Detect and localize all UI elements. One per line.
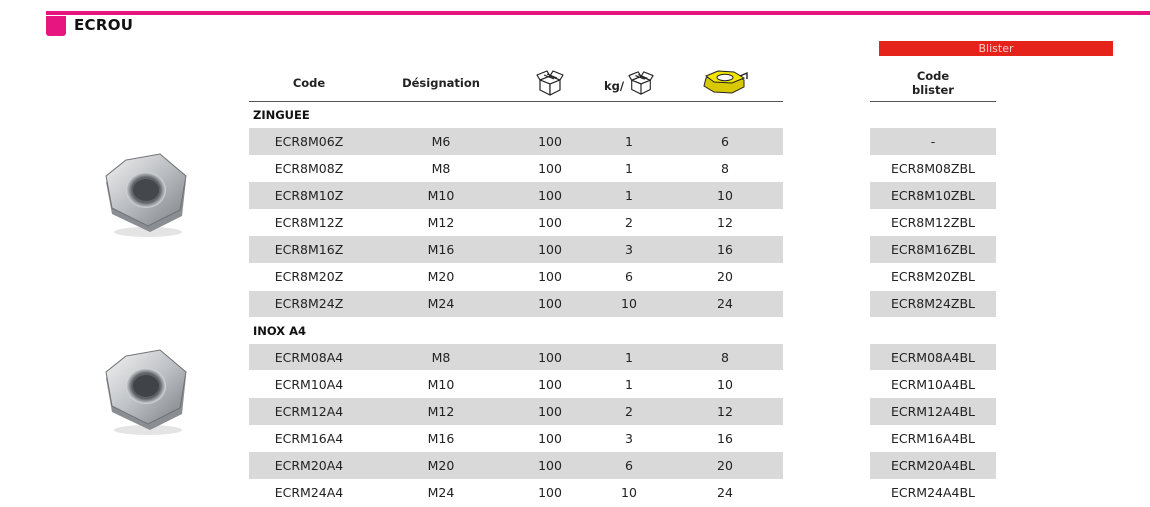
cell-kg: 2 <box>625 403 633 419</box>
cell-code-blister: ECRM20A4BL <box>870 452 996 479</box>
blister-section-gap <box>870 102 996 128</box>
table-row <box>249 344 783 371</box>
cell-box-qty: 100 <box>538 133 562 149</box>
cell-designation: M20 <box>427 457 455 473</box>
cell-code: ECRM12A4 <box>274 403 344 419</box>
cell-designation: M8 <box>431 349 451 365</box>
table-row <box>249 209 783 236</box>
table-row <box>249 291 783 318</box>
cell-code: ECRM10A4 <box>274 376 344 392</box>
cell-kg: 2 <box>625 215 633 231</box>
cell-code: ECR8M12Z <box>274 215 344 231</box>
cell-kg: 10 <box>621 296 637 312</box>
cell-code: ECRM24A4 <box>274 485 344 501</box>
cell-code-blister: ECR8M20ZBL <box>890 269 976 285</box>
cell-box-qty: 100 <box>538 160 562 176</box>
table-row <box>249 236 783 263</box>
page-title: ECROU <box>74 16 134 34</box>
cell-box-qty: 100 <box>538 485 562 501</box>
cell-designation: M16 <box>427 242 455 258</box>
cell-size: 10 <box>717 188 733 204</box>
cell-designation: M24 <box>427 296 455 312</box>
cell-kg: 6 <box>625 269 633 285</box>
cell-designation: M10 <box>427 376 455 392</box>
column-header-box <box>519 64 581 101</box>
cell-box-qty: 100 <box>538 188 562 204</box>
zinc-nut-photo <box>98 152 194 240</box>
cell-designation: M24 <box>427 485 455 501</box>
section-title: ZINGUEE <box>253 108 310 122</box>
blister-rows-zinguee <box>870 128 996 317</box>
cell-code-blister: ECR8M24ZBL <box>870 291 996 318</box>
table-row <box>249 479 783 506</box>
cell-size: 8 <box>721 349 729 365</box>
cell-size: 16 <box>717 430 733 446</box>
blister-rows-inox <box>870 344 996 506</box>
cell-box-qty: 100 <box>538 269 562 285</box>
table-row <box>249 155 783 182</box>
cell-code-blister: ECRM10A4BL <box>890 376 976 392</box>
box-icon <box>536 70 564 96</box>
cell-kg: 3 <box>625 242 633 258</box>
table-row <box>249 128 783 155</box>
table-row <box>249 371 783 398</box>
cell-code: ECR8M20Z <box>274 269 344 285</box>
cell-code-blister: ECR8M10ZBL <box>870 182 996 209</box>
kg-label: kg/ <box>603 78 625 93</box>
cell-code: ECR8M10Z <box>274 188 344 204</box>
cell-code-blister: ECRM12A4BL <box>870 398 996 425</box>
cell-code: ECR8M06Z <box>274 133 344 149</box>
cell-code: ECRM16A4 <box>274 430 344 446</box>
cell-kg: 1 <box>625 376 633 392</box>
blister-table <box>870 64 996 506</box>
table-row <box>249 263 783 290</box>
cell-designation: M20 <box>427 269 455 285</box>
cell-code: ECR8M08Z <box>274 160 344 176</box>
inox-nut-photo <box>98 348 194 438</box>
cell-size: 12 <box>717 215 733 231</box>
cell-kg: 6 <box>625 457 633 473</box>
table-header <box>249 64 783 102</box>
cell-kg: 1 <box>625 188 633 204</box>
column-header-kg <box>599 64 659 101</box>
product-table <box>249 64 783 506</box>
cell-code-blister: ECR8M16ZBL <box>870 236 996 263</box>
column-header-code-blister <box>870 64 996 102</box>
cell-size: 24 <box>717 485 733 501</box>
cell-size: 24 <box>717 296 733 312</box>
cell-size: 20 <box>717 457 733 473</box>
table-row <box>249 182 783 209</box>
table-row <box>249 398 783 425</box>
section-tag-marker <box>46 16 66 36</box>
cell-code: ECR8M16Z <box>274 242 344 258</box>
cell-kg: 3 <box>625 430 633 446</box>
cell-size: 12 <box>717 403 733 419</box>
blister-label: Blister <box>879 41 1113 56</box>
section-title: INOX A4 <box>253 323 307 338</box>
cell-kg: 1 <box>625 349 633 365</box>
cell-designation: M16 <box>427 430 455 446</box>
cell-box-qty: 100 <box>538 242 562 258</box>
cell-box-qty: 100 <box>538 376 562 392</box>
header-rule <box>46 11 1150 15</box>
cell-code-blister: ECRM24A4BL <box>890 485 976 501</box>
cell-code: ECR8M24Z <box>274 296 344 312</box>
cell-code-blister: ECR8M08ZBL <box>890 160 976 176</box>
column-header-code: Code <box>292 75 326 90</box>
cell-designation: M12 <box>427 403 455 419</box>
cell-size: 6 <box>721 133 729 149</box>
table-row <box>249 452 783 479</box>
blister-section-gap <box>870 318 996 344</box>
code-blister-line1: Code <box>916 68 950 83</box>
code-blister-line2: blister <box>912 82 954 97</box>
cell-box-qty: 100 <box>538 349 562 365</box>
cell-box-qty: 100 <box>538 430 562 446</box>
column-header-designation: Désignation <box>402 75 480 90</box>
cell-kg: 1 <box>625 133 633 149</box>
cell-size: 16 <box>717 242 733 258</box>
cell-kg: 10 <box>621 485 637 501</box>
cell-code-blister: - <box>870 128 996 155</box>
section-rows-zinguee <box>249 128 783 317</box>
cell-box-qty: 100 <box>538 403 562 419</box>
column-header-size <box>694 64 756 101</box>
cell-code: ECRM08A4 <box>274 349 344 365</box>
section-rows-inox <box>249 344 783 506</box>
cell-designation: M12 <box>427 215 455 231</box>
cell-box-qty: 100 <box>538 457 562 473</box>
box-icon <box>628 70 654 96</box>
nut-icon <box>700 70 750 96</box>
cell-designation: M8 <box>431 160 451 176</box>
cell-code-blister: ECRM16A4BL <box>890 430 976 446</box>
cell-size: 20 <box>717 269 733 285</box>
table-row <box>249 425 783 452</box>
cell-size: 10 <box>717 376 733 392</box>
cell-code-blister: ECR8M12ZBL <box>890 215 976 231</box>
cell-box-qty: 100 <box>538 215 562 231</box>
cell-kg: 1 <box>625 160 633 176</box>
cell-size: 8 <box>721 160 729 176</box>
cell-box-qty: 100 <box>538 296 562 312</box>
cell-code: ECRM20A4 <box>274 457 344 473</box>
cell-designation: M10 <box>427 188 455 204</box>
cell-designation: M6 <box>431 133 451 149</box>
cell-code-blister: ECRM08A4BL <box>870 344 996 371</box>
